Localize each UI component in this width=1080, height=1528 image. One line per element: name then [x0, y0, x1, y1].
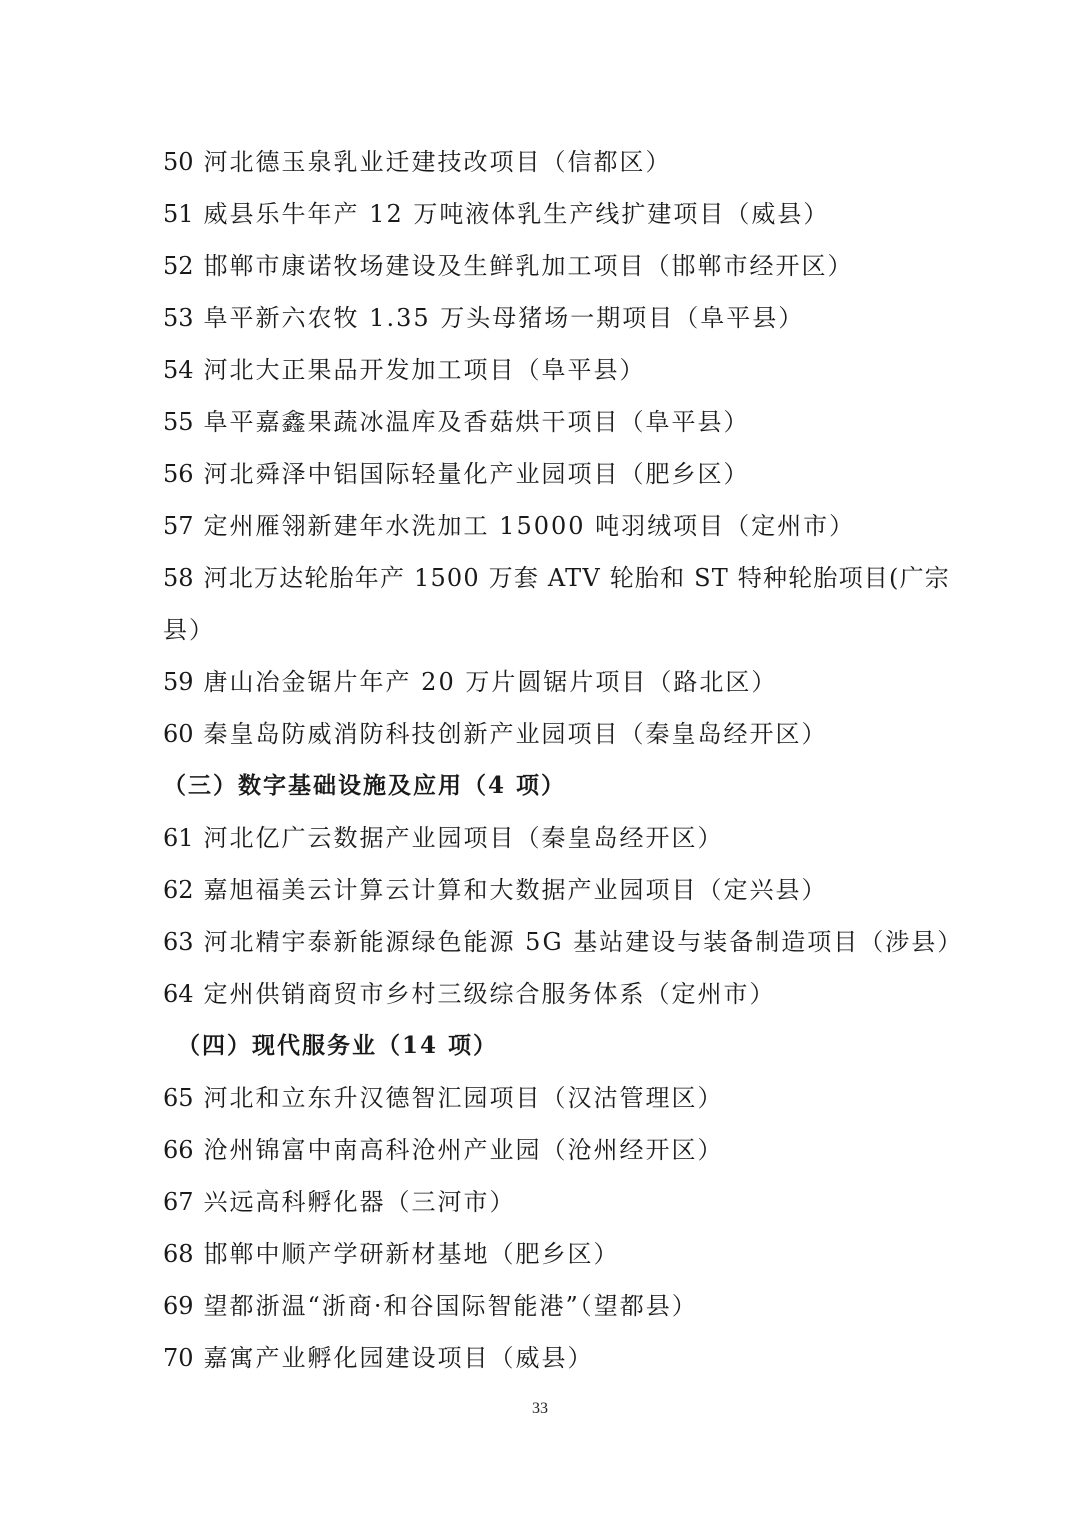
item-number: 65 [163, 1084, 194, 1112]
item-text: 沧州锦富中南高科沧州产业园（沧州经开区） [203, 1136, 724, 1164]
item-text: 河北和立东升汉德智汇园项目（汉沽管理区） [203, 1084, 724, 1112]
item-text: 定州雁翎新建年水洗加工 15000 吨羽绒项目（定州市） [203, 512, 856, 540]
item-text: 威县乐牛年产 12 万吨液体乳生产线扩建项目（威县） [203, 200, 830, 228]
list-item [163, 708, 923, 760]
item-text-continuation: 县） [163, 616, 215, 644]
list-item [163, 292, 923, 344]
list-item [163, 1124, 923, 1176]
item-number: 53 [163, 304, 194, 332]
item-number: 62 [163, 876, 194, 904]
section-heading: （四）现代服务业（14 项） [177, 1032, 499, 1059]
item-number: 67 [163, 1188, 194, 1216]
list-item [163, 396, 923, 448]
item-text: 河北亿广云数据产业园项目（秦皇岛经开区） [203, 824, 724, 852]
item-text: 阜平新六农牧 1.35 万头母猪场一期项目（阜平县） [203, 304, 805, 332]
item-number: 63 [163, 928, 194, 956]
item-text: 兴远高科孵化器（三河市） [203, 1188, 516, 1216]
item-text: 河北舜泽中铝国际轻量化产业园项目（肥乡区） [203, 460, 750, 488]
list-item [163, 552, 950, 604]
item-text: 嘉寓产业孵化园建设项目（威县） [203, 1344, 594, 1372]
item-number: 66 [163, 1136, 194, 1164]
item-text: 河北大正果品开发加工项目（阜平县） [203, 356, 646, 384]
item-number: 64 [163, 980, 194, 1008]
item-text: 河北万达轮胎年产 1500 万套 ATV 轮胎和 ST 特种轮胎项目(广宗 [203, 564, 950, 592]
item-text: 唐山冶金锯片年产 20 万片圆锯片项目（路北区） [203, 668, 778, 696]
item-number: 54 [163, 356, 194, 384]
item-number: 56 [163, 460, 194, 488]
list-item [163, 812, 923, 864]
item-text: 邯郸中顺产学研新材基地（肥乡区） [203, 1240, 620, 1268]
item-number: 69 [163, 1292, 194, 1320]
page-number: 33 [532, 1400, 548, 1417]
list-item [163, 240, 923, 292]
list-item [163, 448, 923, 500]
list-item [163, 1228, 923, 1280]
item-text: 邯郸市康诺牧场建设及生鲜乳加工项目（邯郸市经开区） [203, 252, 854, 280]
list-item [163, 656, 923, 708]
list-item [163, 1176, 923, 1228]
item-text: 定州供销商贸市乡村三级综合服务体系（定州市） [203, 980, 776, 1008]
item-number: 68 [163, 1240, 194, 1268]
section-heading: （三）数字基础设施及应用（4 项） [163, 772, 567, 799]
list-item [163, 1072, 923, 1124]
item-text: 河北德玉泉乳业迁建技改项目（信都区） [203, 148, 672, 176]
list-item [163, 1280, 923, 1332]
item-text: 望都浙温“浙商·和谷国际智能港”（望都县） [203, 1292, 698, 1320]
item-number: 61 [163, 824, 194, 852]
item-text: 秦皇岛防威消防科技创新产业园项目（秦皇岛经开区） [203, 720, 828, 748]
project-list [163, 136, 964, 1384]
item-number: 52 [163, 252, 194, 280]
item-number: 59 [163, 668, 194, 696]
item-text: 阜平嘉鑫果蔬冰温库及香菇烘干项目（阜平县） [203, 408, 750, 436]
item-number: 60 [163, 720, 194, 748]
item-text: 河北精宇泰新能源绿色能源 5G 基站建设与装备制造项目（涉县） [203, 928, 964, 956]
list-item [163, 500, 923, 552]
item-number: 51 [163, 200, 194, 228]
list-item [163, 136, 923, 188]
item-number: 50 [163, 148, 194, 176]
item-number: 70 [163, 1344, 194, 1372]
list-item [163, 916, 964, 968]
item-number: 58 [163, 564, 194, 592]
list-item [163, 1332, 923, 1384]
item-number: 57 [163, 512, 194, 540]
list-item [163, 864, 923, 916]
list-item [163, 344, 923, 396]
item-text: 嘉旭福美云计算云计算和大数据产业园项目（定兴县） [203, 876, 828, 904]
list-item [163, 188, 923, 240]
item-number: 55 [163, 408, 194, 436]
list-item-continuation [163, 604, 923, 656]
list-item [163, 968, 923, 1020]
